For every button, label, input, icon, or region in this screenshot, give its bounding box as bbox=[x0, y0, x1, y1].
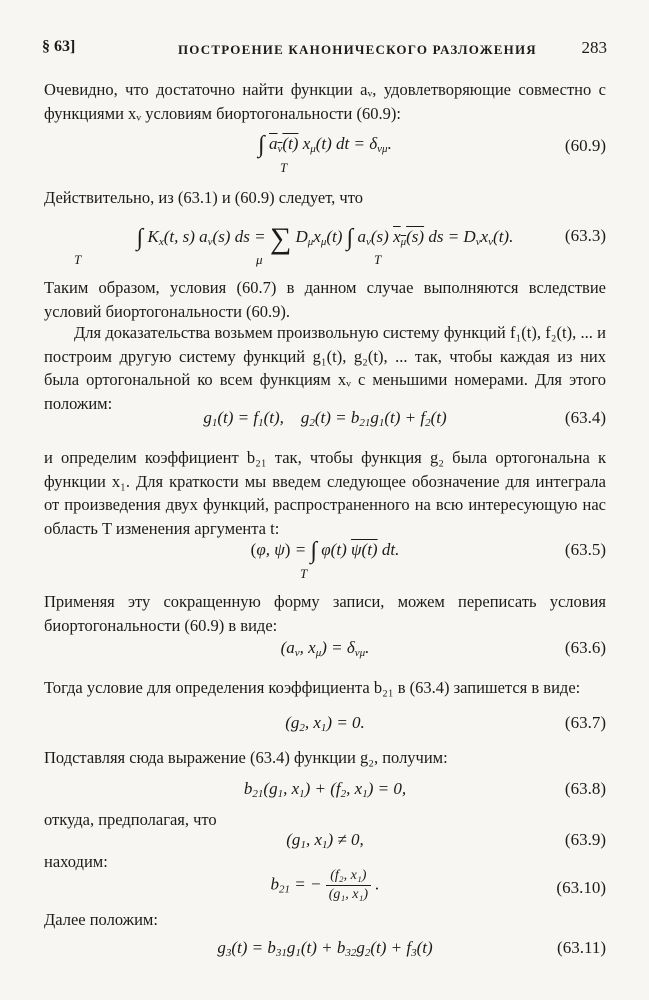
fraction bbox=[326, 868, 371, 903]
equation-number: (63.6) bbox=[564, 638, 606, 657]
equation-number: (63.10) bbox=[556, 878, 606, 897]
paragraph-9: откуда, предполагая, что bbox=[44, 810, 217, 829]
equation-63-11 bbox=[44, 938, 606, 972]
paragraph-2: Действительно, из (63.1) и (60.9) следует, что bbox=[44, 188, 363, 207]
integral-limit-t: T bbox=[74, 252, 82, 267]
equation-63-6-formula: ($a_\nu$, $x_\mu) = \delta_{\nu\mu}$. bbox=[280, 638, 370, 659]
equation-number: (63.9) bbox=[564, 830, 606, 849]
sum-limit-mu: μ bbox=[256, 252, 263, 267]
running-title: ПОСТРОЕНИЕ КАНОНИЧЕСКОГО РАЗЛОЖЕНИЯ bbox=[178, 42, 537, 57]
equation-63-8-formula: $b_{21}(g_1$, $x_1) + (f_2$, $x_1) = 0$, bbox=[243, 779, 407, 800]
equation-60-9-formula: ∫ $a_\nu(t)$ $x_\mu(t)$ dt = $\delta_{\nu\mu}$. bbox=[258, 132, 392, 158]
integral-limit-t: T bbox=[300, 566, 308, 581]
equation-63-3-formula: ∫ $K_x(t$, s) $a_\nu(s)$ ds = ∑ $D_\mu x_\mu(t)$ ∫ $a_\nu(s)$ $x_\mu(s)$ ds = $D_\nu x_\nu(t)$. bbox=[136, 222, 514, 255]
equation-60-9 bbox=[44, 132, 606, 175]
equation-number: (63.7) bbox=[564, 713, 606, 732]
equation-63-4-formula: $g_1(t) = f_1(t)$, $g_2(t) = b_{21}g_1(t) + f_2(t)$ bbox=[203, 408, 447, 429]
integral-limit-t: T bbox=[280, 160, 288, 175]
equation-number: (63.5) bbox=[564, 540, 606, 559]
equation-63-6 bbox=[44, 638, 606, 672]
equation-number: (63.11) bbox=[557, 938, 606, 957]
equation-63-11-formula: $g_3(t) = b_{31}g_1(t) + b_{32}g_2(t) + f_3(t)$ bbox=[217, 938, 433, 959]
paragraph-6: Применяя эту сокращенную форму записи, можем переписать условия биортогональности (60.9) в виде: bbox=[44, 592, 606, 635]
equation-number: (63.4) bbox=[564, 408, 606, 427]
equation-number: (63.3) bbox=[564, 226, 606, 245]
paragraph-8: Подставляя сюда выражение (63.4) функции g₂, получим: bbox=[44, 748, 448, 767]
equation-63-10 bbox=[44, 868, 606, 908]
equation-63-5 bbox=[44, 538, 606, 581]
paragraph-7: Тогда условие для определения коэффициента b₂₁ в (63.4) запишется в виде: bbox=[44, 678, 581, 697]
equation-63-7-formula: ($g_2$, $x_1) = 0$. bbox=[285, 713, 365, 734]
equation-number: (63.8) bbox=[564, 779, 606, 798]
fraction-numerator: (f₂, x₁) bbox=[326, 868, 371, 886]
paragraph-5: и определим коэффициент b₂₁ так, чтобы функция g₂ была ортогональна к функции x₁. Для краткости мы введем следующее обозначение для интеграла от произведения двух функций, распространенного на всю интересующую нас область T изменения аргумента t: bbox=[44, 448, 606, 538]
fraction-denominator: (g₁, x₁) bbox=[328, 887, 368, 902]
paragraph-10: находим: bbox=[44, 852, 108, 871]
equation-63-10-formula: $b_{21}$ = − $\frac{\text{(f₂, x₁)}}{\text{(g₁, x₁)}}$ . bbox=[270, 868, 380, 902]
integral-limit-t: T bbox=[374, 252, 382, 267]
equation-number: (60.9) bbox=[564, 136, 606, 155]
equation-63-7 bbox=[44, 713, 606, 747]
paragraph-4: Для доказательства возьмем произвольную систему функций f₁(t), f₂(t), ... и построим другую систему функций g₁(t), g₂(t), ... так, чтобы каждая из них была ортогональной ко всем функциям xᵥ с меньшими номерами. Для этого положим: bbox=[44, 323, 606, 413]
equation-63-9-formula: ($g_1$, $x_1) \ne 0$, bbox=[286, 830, 364, 851]
paragraph-11: Далее положим: bbox=[44, 910, 158, 929]
section-marker: § 63] bbox=[42, 38, 76, 55]
equation-63-5-formula: (φ, ψ) = ∫ φ(t) ψ(t) dt. bbox=[250, 538, 400, 564]
page-number: 283 bbox=[581, 38, 607, 57]
equation-63-3 bbox=[44, 222, 606, 267]
paragraph-3: Таким образом, условия (60.7) в данном случае выполняются вследствие условий биортогональности (60.9). bbox=[44, 278, 606, 321]
paragraph-1: Очевидно, что достаточно найти функции aᵥ, удовлетворяющие совместно с функциями xᵥ условиям биортогональности (60.9): bbox=[44, 80, 606, 123]
equation-63-4 bbox=[44, 408, 606, 442]
